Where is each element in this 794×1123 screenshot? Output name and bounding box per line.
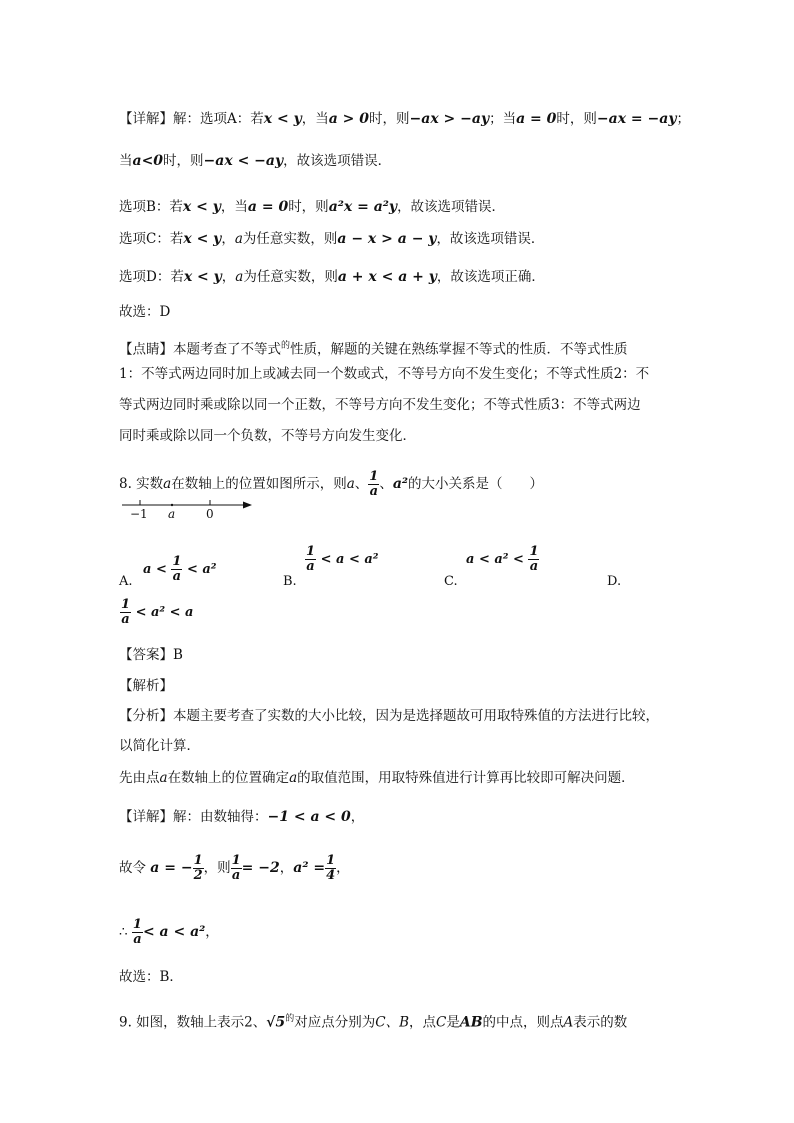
option-d-label: D. (607, 574, 622, 589)
text: 9. 如图，数轴上表示2、 (119, 1014, 267, 1031)
math: a < a² < (466, 552, 524, 567)
detail-option-a-line2 (119, 152, 684, 170)
text: ，故该选项错误． (436, 231, 545, 247)
numerator: 1 (132, 917, 142, 932)
text: 是 (446, 1014, 460, 1031)
text: ， (221, 269, 236, 285)
numerator: 1 (326, 853, 336, 868)
text: 当 (119, 153, 133, 169)
text: 对应点分别为 (294, 1014, 376, 1031)
question-9 (119, 1010, 684, 1032)
math: AB (459, 1014, 483, 1031)
text: 故令 (119, 860, 146, 876)
text: ，故该选项正确． (436, 269, 545, 285)
math: < a < a² (142, 924, 206, 940)
question-8 (119, 470, 684, 499)
fraction (325, 854, 336, 883)
fraction (193, 854, 204, 883)
text: 、 (379, 476, 393, 492)
text: 为任意实数，则 (243, 269, 338, 285)
detail-option-d (119, 268, 684, 286)
math: x < y (183, 269, 222, 285)
denominator: a (369, 484, 379, 499)
math: a (235, 269, 244, 285)
key-points-line4: 同时乘或除以同一个负数，不等号方向发生变化． (119, 428, 416, 444)
math: C、B (375, 1014, 409, 1031)
text: 为任意实数，则 (242, 231, 338, 247)
answer-line: 【答案】B (119, 647, 183, 663)
fraction (528, 545, 539, 574)
text: ， (279, 860, 294, 876)
math: < a² (186, 562, 217, 577)
numerator: 1 (121, 597, 131, 612)
math: a < (143, 562, 167, 577)
text: ； (676, 111, 690, 127)
math: x < y (263, 111, 302, 127)
numerator: 1 (231, 853, 241, 868)
text: ，则 (203, 860, 231, 876)
key-points-line3: 等式两边同时乘或除以同一个正数，不等号方向不发生变化；不等式性质3：不等式两边 (119, 397, 641, 413)
denominator: a (133, 932, 142, 947)
tick-label-minus-one: −1 (130, 507, 148, 521)
math: a = 0 (516, 111, 557, 127)
math: < a² < a (135, 605, 194, 620)
math: −ax > −ay (409, 111, 490, 127)
text: 在数轴上的位置确定 (167, 770, 290, 786)
text: 、 (354, 476, 369, 492)
analysis-title: 【解析】 (119, 678, 173, 694)
option-c-expr (466, 545, 539, 574)
key-points-line1 (119, 337, 684, 359)
text: ， (336, 860, 350, 876)
fraction (231, 854, 242, 883)
math: a = 0 (247, 199, 289, 215)
math: −1 < a < 0 (267, 809, 351, 825)
text: 先由点 (119, 770, 160, 786)
denominator: a (306, 559, 315, 574)
text: 时，则 (556, 111, 597, 127)
math: a = − (150, 860, 193, 876)
therefore-symbol: ∴ (119, 924, 128, 940)
numerator: 1 (193, 853, 203, 868)
denominator: 2 (193, 868, 203, 883)
solution-line1 (119, 808, 684, 826)
math: −ax = −ay (596, 111, 677, 127)
text: ，当 (301, 111, 329, 127)
denominator: a (231, 868, 241, 883)
denominator: 4 (326, 868, 336, 883)
math: a (163, 476, 172, 492)
math: √5 (266, 1014, 286, 1031)
math: a² (392, 476, 409, 492)
text: 时，则 (369, 111, 410, 127)
text: 在数轴上的位置如图所示，则 (171, 476, 347, 492)
text: 的大小关系是（ ） (408, 476, 544, 492)
text: ，故该选项错误． (397, 199, 506, 215)
math: a (289, 770, 298, 786)
denominator: a (529, 559, 539, 574)
math: a<0 (132, 153, 164, 169)
math: a (159, 770, 168, 786)
math: −ax < −ay (203, 153, 284, 169)
text: 的 (285, 1014, 295, 1024)
math: x < y (183, 231, 222, 247)
analysis-line3 (119, 769, 684, 787)
solution-line3 (119, 914, 684, 950)
option-c-label: C. (444, 574, 458, 589)
fraction (368, 470, 379, 499)
text: 性质，解题的关键在熟练掌握不等式的性质．不等式性质 (290, 341, 628, 358)
math: a²x = a²y (328, 199, 398, 215)
fraction (120, 598, 131, 627)
detail-option-c (119, 230, 684, 248)
text: 的取值范围，用取特殊值进行计算再比较即可解决问题． (297, 770, 635, 786)
number-line-figure (122, 496, 262, 530)
math: = −2 (241, 860, 280, 876)
text: 时，则 (288, 199, 329, 215)
denominator: a (172, 569, 182, 584)
text: ，当 (220, 199, 248, 215)
text: 【详解】解：选项A：若 (119, 111, 264, 127)
fraction (305, 545, 316, 574)
text: 【详解】解：由数轴得： (119, 809, 268, 825)
option-a-label: A. (119, 574, 133, 589)
choice-b-line: 故选：B． (119, 969, 183, 985)
choice-d-line: 故选：D (119, 304, 171, 320)
option-d-expr (120, 598, 193, 627)
text: 选项B：若 (119, 199, 183, 215)
numerator: 1 (529, 544, 539, 559)
tick-label-a: a (168, 507, 176, 521)
math: a² = (293, 860, 326, 876)
text: 时，则 (163, 153, 204, 169)
text: ；当 (489, 111, 517, 127)
math: a + x < a + y (337, 269, 437, 285)
text: ，故该选项错误． (283, 153, 392, 169)
text: 8. 实数 (119, 476, 164, 492)
math: A (563, 1014, 574, 1031)
detail-option-a-line1 (119, 110, 690, 128)
math: a (346, 476, 355, 492)
text: 的 (281, 341, 291, 351)
key-points-line2: 1：不等式两边同时加上或减去同一个数或式，不等号方向不发生变化；不等式性质2：不 (119, 366, 650, 382)
math: a (234, 231, 243, 247)
denominator: a (121, 612, 130, 627)
text: 表示的数 (573, 1014, 628, 1031)
analysis-line2: 以简化计算． (119, 738, 200, 754)
text: ， (205, 924, 219, 940)
option-b-expr (305, 545, 378, 574)
text: ，点 (408, 1014, 436, 1031)
solution-line2 (119, 848, 684, 892)
analysis-line1: 【分析】本题主要考查了实数的大小比较，因为是选择题故可用取特殊值的方法进行比较， (119, 708, 659, 724)
option-a-expr (143, 555, 217, 584)
text: 选项C：若 (119, 231, 184, 247)
numerator: 1 (306, 544, 316, 559)
tick-label-zero: 0 (206, 507, 214, 521)
text: 【点睛】本题考查了不等式 (119, 341, 281, 358)
math: C (435, 1014, 447, 1031)
math: x < y (182, 199, 221, 215)
fraction (171, 555, 182, 584)
numerator: 1 (369, 469, 379, 484)
text: 选项D：若 (119, 269, 184, 285)
math: a > 0 (328, 111, 370, 127)
detail-option-b (119, 198, 684, 216)
numerator: 1 (172, 554, 182, 569)
option-b-label: B. (283, 574, 297, 589)
math: a − x > a − y (337, 231, 437, 247)
text: 的中点，则点 (482, 1014, 564, 1031)
text: ， (221, 231, 235, 247)
text: ， (350, 809, 365, 825)
fraction (132, 918, 143, 947)
math: < a < a² (320, 552, 379, 567)
